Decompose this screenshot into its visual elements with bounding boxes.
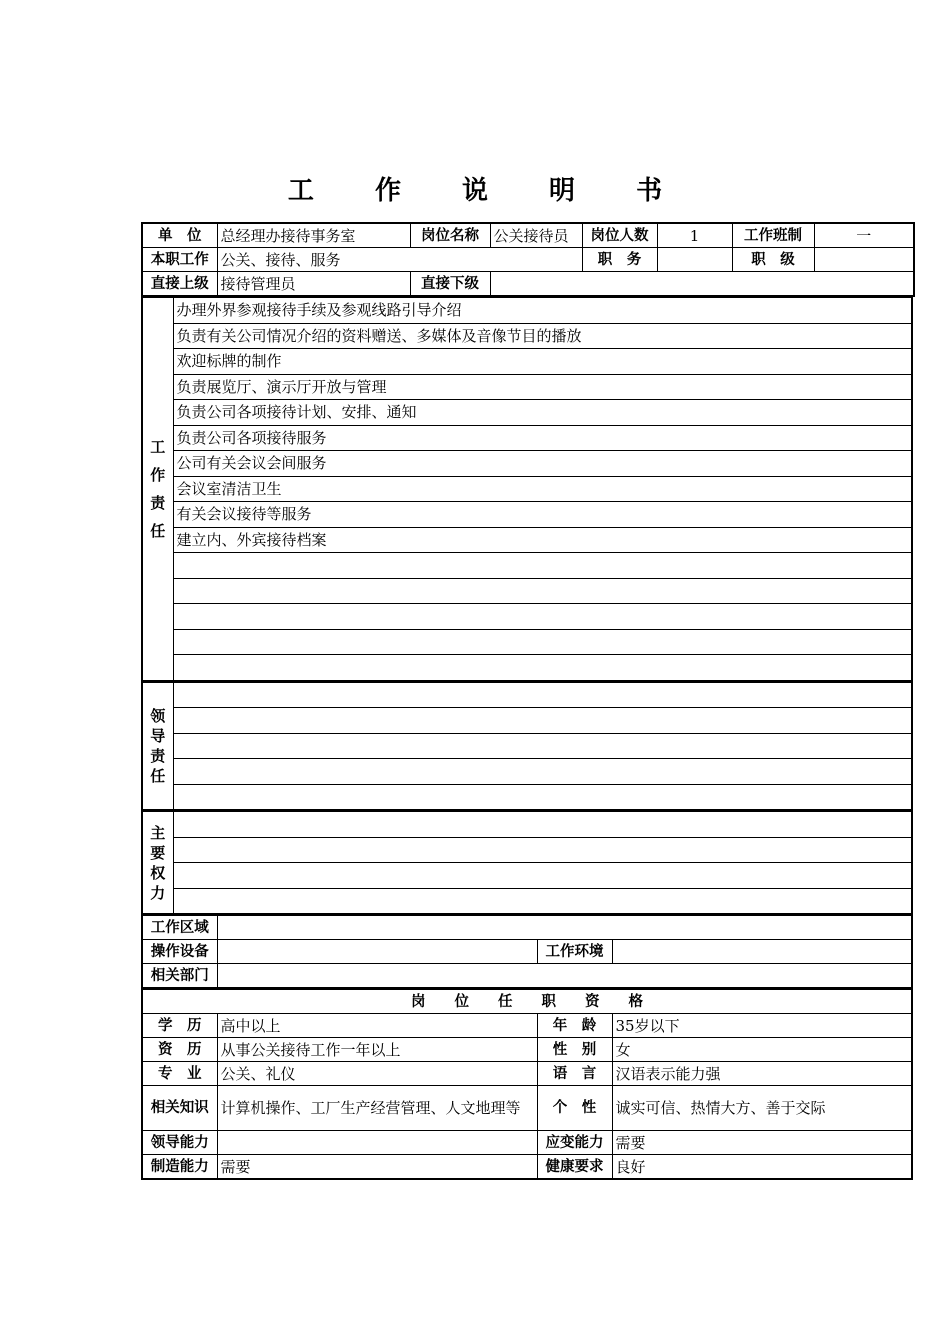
position-name-value: 公关接待员	[490, 223, 582, 248]
responsibilities-label	[142, 298, 173, 681]
leadership-item	[173, 784, 912, 810]
authority-item	[173, 863, 912, 889]
experience-label: 资 历	[142, 1038, 217, 1062]
creative-ability-value: 需要	[217, 1155, 537, 1180]
education-value: 高中以上	[217, 1014, 537, 1038]
leadership-table	[141, 682, 913, 812]
subordinate-label: 直接下级	[410, 272, 490, 297]
authority-label	[142, 812, 173, 915]
knowledge-value: 计算机操作、工厂生产经营管理、人文地理等	[217, 1086, 537, 1131]
age-value: 35岁以下	[612, 1014, 912, 1038]
age-label: 年 龄	[537, 1014, 612, 1038]
job-label: 本职工作	[142, 248, 217, 272]
unit-label: 单 位	[142, 223, 217, 248]
job-value: 公关、接待、服务	[217, 248, 582, 272]
responsibility-item	[173, 655, 912, 681]
responsibilities-label-char: 作	[150, 465, 166, 484]
responsibility-item: 负责公司各项接待计划、安排、通知	[173, 400, 912, 426]
authority-table	[141, 811, 913, 915]
leadership-ability-value	[217, 1131, 537, 1155]
language-value: 汉语表示能力强	[612, 1062, 912, 1086]
health-label: 健康要求	[537, 1155, 612, 1180]
shift-value: 一	[814, 223, 914, 248]
responsibility-item: 欢迎标牌的制作	[173, 349, 912, 375]
subordinate-value	[490, 272, 914, 297]
authority-label-char: 权	[150, 863, 166, 882]
gender-value: 女	[612, 1038, 912, 1062]
superior-label: 直接上级	[142, 272, 217, 297]
creative-ability-label: 制造能力	[142, 1155, 217, 1180]
leadership-label-char: 领	[150, 706, 166, 725]
unit-value: 总经理办接待事务室	[217, 223, 410, 248]
leadership-label-char: 导	[150, 726, 166, 745]
responsibilities-label-char: 责	[150, 493, 166, 512]
shift-label: 工作班制	[732, 223, 814, 248]
responsibility-item: 有关会议接待等服务	[173, 502, 912, 528]
knowledge-label: 相关知识	[142, 1086, 217, 1131]
responsibility-item	[173, 604, 912, 630]
leadership-label-char: 任	[150, 766, 166, 785]
leadership-item	[173, 682, 912, 708]
language-label: 语 言	[537, 1062, 612, 1086]
education-label: 学 历	[142, 1014, 217, 1038]
responsibility-item: 会议室清洁卫生	[173, 476, 912, 502]
responsibilities-table	[141, 297, 913, 682]
leadership-item	[173, 733, 912, 759]
qualifications-table	[141, 989, 913, 1180]
authority-label-char: 要	[150, 843, 166, 862]
work-environment-value	[612, 940, 912, 964]
related-dept-value	[217, 964, 912, 989]
leadership-item	[173, 708, 912, 734]
grade-label: 职 级	[732, 248, 814, 272]
responsibility-item: 建立内、外宾接待档案	[173, 527, 912, 553]
superior-value: 接待管理员	[217, 272, 410, 297]
responsibility-item	[173, 578, 912, 604]
equipment-label: 操作设备	[142, 940, 217, 964]
adaptability-value: 需要	[612, 1131, 912, 1155]
job-description-form	[141, 222, 913, 1180]
leadership-label-char: 责	[150, 746, 166, 765]
position-name-label: 岗位名称	[410, 223, 490, 248]
responsibility-item	[173, 629, 912, 655]
work-area-label: 工作区域	[142, 916, 217, 940]
authority-item	[173, 888, 912, 914]
leadership-label	[142, 682, 173, 810]
personality-label: 个 性	[537, 1086, 612, 1131]
headcount-label: 岗位人数	[582, 223, 657, 248]
responsibility-item: 负责展览厅、演示厅开放与管理	[173, 374, 912, 400]
responsibility-item	[173, 553, 912, 579]
duty-label: 职 务	[582, 248, 657, 272]
responsibility-item: 负责有关公司情况介绍的资料赠送、多媒体及音像节目的播放	[173, 323, 912, 349]
responsibilities-label-char: 工	[150, 437, 166, 456]
authority-item	[173, 812, 912, 838]
equipment-value	[217, 940, 537, 964]
qualifications-heading: 岗 位 任 职 资 格	[142, 990, 912, 1014]
responsibilities-label-char: 任	[150, 521, 166, 540]
work-area-value	[217, 916, 912, 940]
major-value: 公关、礼仪	[217, 1062, 537, 1086]
related-dept-label: 相关部门	[142, 964, 217, 989]
authority-label-char: 主	[150, 823, 166, 842]
environment-table	[141, 915, 913, 989]
responsibility-item: 办理外界参观接待手续及参观线路引导介绍	[173, 298, 912, 324]
authority-item	[173, 837, 912, 863]
leadership-ability-label: 领导能力	[142, 1131, 217, 1155]
authority-label-char: 力	[150, 883, 166, 902]
responsibility-item: 公司有关会议会间服务	[173, 451, 912, 477]
adaptability-label: 应变能力	[537, 1131, 612, 1155]
responsibility-item: 负责公司各项接待服务	[173, 425, 912, 451]
grade-value	[814, 248, 914, 272]
leadership-item	[173, 759, 912, 785]
duty-value	[657, 248, 732, 272]
page-title: 工 作 说 明 书	[287, 176, 689, 206]
gender-label: 性 别	[537, 1038, 612, 1062]
major-label: 专 业	[142, 1062, 217, 1086]
work-environment-label: 工作环境	[537, 940, 612, 964]
experience-value: 从事公关接待工作一年以上	[217, 1038, 537, 1062]
health-value: 良好	[612, 1155, 912, 1180]
headcount-value: 1	[657, 223, 732, 248]
personality-value: 诚实可信、热情大方、善于交际	[612, 1086, 912, 1131]
header-table	[141, 222, 915, 297]
